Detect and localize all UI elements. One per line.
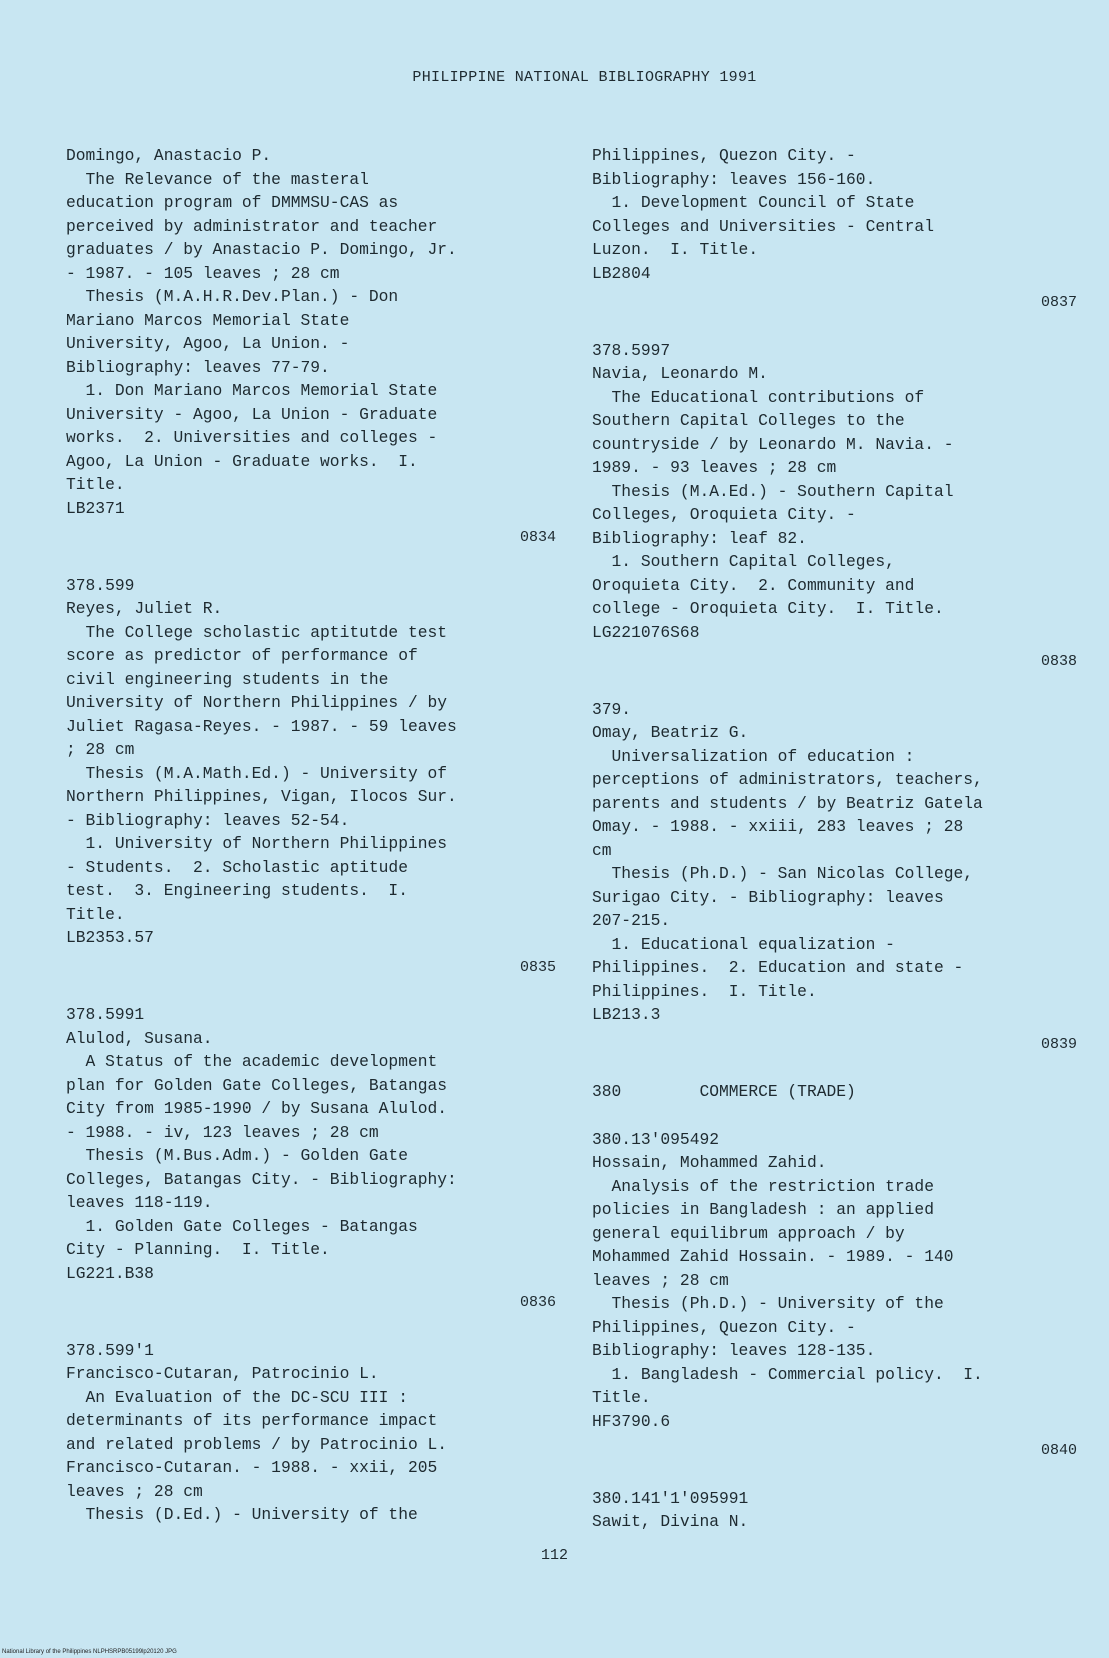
entry-line: Francisco-Cutaran. - 1988. - xxii, 205 [66,1458,438,1477]
entry-line: 1. Don Mariano Marcos Memorial State [66,381,438,400]
entry-line: University of Northern Philippines / by [66,693,448,712]
page-number: 112 [540,1547,568,1564]
entry-line: 380.141'1'095991 [592,1488,749,1508]
entry-line: leaves ; 28 cm [66,1481,203,1501]
bib-entry-0835 [66,574,556,950]
bib-entry-continued [66,1339,556,1527]
entry-line: 378.5997 [592,340,671,360]
entry-line: Thesis (Ph.D.) - University of the [592,1294,944,1313]
page-header: PHILIPPINE NATIONAL BIBLIOGRAPHY 1991 [412,69,757,86]
entry-line: perceived by administrator and teacher [66,216,438,236]
entry-line: Domingo, Anastacio P. [66,146,272,165]
entry-line: The Educational contributions of [592,387,925,407]
entry-line: leaves ; 28 cm [592,1270,729,1290]
left-column [66,144,556,1527]
entry-line: 378.599 [66,575,135,595]
entry-line: Thesis (M.Bus.Adm.) - Golden Gate [66,1146,408,1165]
entry-line: LG221.B38 [66,1263,154,1283]
entry-line: 380.13'095492 [592,1129,720,1149]
bib-entry-0840 [592,1128,1077,1434]
entry-line: University, Agoo, La Union. - [66,334,350,353]
entry-number: 0840 [1040,1442,1077,1459]
bib-entry-0839 [592,698,1077,1027]
entry-line: - 1987. - 105 leaves ; 28 cm [66,263,340,283]
entry-line: 1. Southern Capital Colleges, [592,552,895,571]
entry-line: 378.5991 [66,1005,145,1024]
entry-line: LB2804 [592,263,651,283]
entry-line: 1. Bangladesh - Commercial policy. I. [592,1364,983,1384]
entry-number: 0837 [1040,294,1077,311]
entry-line: Thesis (M.A.H.R.Dev.Plan.) - Don [66,287,399,306]
entry-line: The Relevance of the masteral [66,169,369,189]
entry-line: - Bibliography: leaves 52-54. [66,810,350,830]
entry-line: 1989. - 93 leaves ; 28 cm [592,458,837,477]
bib-entry-0838 [592,339,1077,645]
entry-line: perceptions of administrators, teachers, [592,770,983,789]
entry-number: 0839 [1040,1035,1077,1053]
entry-line: policies in Bangladesh : an applied [592,1200,934,1219]
entry-line: Omay, Beatriz G. [592,723,749,742]
entry-line: Alulod, Susana. [66,1028,213,1048]
entry-line: Sawit, Divina N. [592,1512,749,1531]
entry-line: Mariano Marcos Memorial State [66,310,350,330]
entry-line: Bibliography: leaves 77-79. [66,357,330,377]
entry-line: University - Agoo, La Union - Graduate [66,404,438,424]
entry-line: - 1988. - iv, 123 leaves ; 28 cm [66,1122,379,1142]
entry-line: Bibliography: leaf 82. [592,528,807,548]
entry-line: LB213.3 [592,1005,661,1024]
bib-entry-continues [592,1487,1077,1534]
entry-line: Universalization of education : [592,746,915,766]
entry-line: Title. [66,475,125,494]
entry-line: 1. Development Council of State [592,193,915,212]
entry-line: LB2353.57 [66,928,154,947]
entry-line: countryside / by Leonardo M. Navia. - [592,434,954,454]
entry-line: education program of DMMMSU-CAS as [66,193,399,212]
scan-footer-note: National Library of the Philippines NLPHSRPB05199lp20120 JPG [2,1649,177,1655]
entry-line: Philippines. 2. Education and state - [592,958,964,977]
entry-line: Agoo, La Union - Graduate works. I. [66,451,418,471]
entry-line: leaves 118-119. [66,1193,213,1212]
entry-line: Title. [592,1388,651,1407]
entry-line: Navia, Leonardo M. [592,364,768,383]
entry-line: graduates / by Anastacio P. Domingo, Jr. [66,240,457,259]
entry-line: score as predictor of performance of [66,646,418,665]
entry-line: LG221076S68 [592,622,700,642]
entry-line: City from 1985-1990 / by Susana Alulod. [66,1099,448,1118]
entry-line: 1. Educational equalization - [592,934,895,954]
entry-line: Luzon. I. Title. [592,240,759,259]
entry-line: An Evaluation of the DC-SCU III : [66,1387,408,1407]
entry-line: Surigao City. - Bibliography: leaves [592,887,944,907]
entry-line: Southern Capital Colleges to the [592,411,905,430]
entry-number: 0838 [1040,653,1077,670]
entry-line: A Status of the academic development [66,1052,438,1071]
entry-line: works. 2. Universities and colleges - [66,428,438,447]
entry-line: Bibliography: leaves 128-135. [592,1341,876,1360]
entry-line: Thesis (M.A.Math.Ed.) - University of [66,763,448,783]
entry-line: HF3790.6 [592,1411,671,1431]
entry-line: ; 28 cm [66,740,135,759]
entry-line: 1. Golden Gate Colleges - Batangas [66,1216,418,1236]
bib-entry-0834 [66,144,556,520]
entry-number: 0836 [519,1294,556,1311]
entry-line: test. 3. Engineering students. I. [66,881,408,900]
entry-line: determinants of its performance impact [66,1411,438,1430]
entry-line: Thesis (M.A.Ed.) - Southern Capital [592,481,954,501]
entry-line: Hossain, Mohammed Zahid. [592,1153,827,1172]
entry-line: 378.599'1 [66,1340,154,1360]
entry-line: civil engineering students in the [66,669,389,689]
entry-line: parents and students / by Beatriz Gatela [592,793,983,813]
entry-line: - Students. 2. Scholastic aptitude [66,857,408,877]
entry-line: Thesis (Ph.D.) - San Nicolas College, [592,864,974,883]
entry-line: plan for Golden Gate Colleges, Batangas [66,1075,448,1095]
entry-line: Juliet Ragasa-Reyes. - 1987. - 59 leaves [66,716,457,736]
entry-number: 0835 [519,958,556,976]
entry-line: 207-215. [592,911,671,930]
entry-line: and related problems / by Patrocinio L. [66,1434,448,1454]
entry-line: cm [592,840,612,860]
section-heading-commerce: 380 COMMERCE (TRADE) [592,1082,856,1101]
entry-line: college - Oroquieta City. I. Title. [592,599,944,618]
entry-line: City - Planning. I. Title. [66,1240,330,1259]
entry-number: 0834 [519,529,556,546]
entry-line: 1. University of Northern Philippines [66,834,448,853]
entry-line: Bibliography: leaves 156-160. [592,169,876,189]
entry-line: Title. [66,904,125,924]
entry-line: Colleges, Oroquieta City. - [592,505,856,524]
entry-line: Omay. - 1988. - xxiii, 283 leaves ; 28 [592,817,964,836]
entry-line: Northern Philippines, Vigan, Ilocos Sur. [66,787,457,806]
right-column [592,144,1077,1534]
entry-line: Philippines, Quezon City. - [592,146,856,165]
entry-line: Colleges and Universities - Central [592,216,934,236]
entry-line: Thesis (D.Ed.) - University of the [66,1505,418,1524]
bib-entry-0837 [592,144,1077,285]
entry-line: Francisco-Cutaran, Patrocinio L. [66,1364,379,1383]
entry-line: Oroquieta City. 2. Community and [592,575,915,595]
entry-line: Reyes, Juliet R. [66,599,223,618]
entry-line: general equilibrum approach / by [592,1223,905,1243]
entry-line: Analysis of the restriction trade [592,1176,934,1196]
entry-line: Philippines, Quezon City. - [592,1317,856,1337]
entry-line: Philippines. I. Title. [592,981,817,1001]
bib-entry-0836 [66,1003,556,1285]
entry-line: 379. [592,699,632,719]
entry-line: Mohammed Zahid Hossain. - 1989. - 140 [592,1247,954,1266]
entry-line: The College scholastic aptitutde test [66,622,448,642]
entry-line: LB2371 [66,498,125,518]
entry-line: Colleges, Batangas City. - Bibliography: [66,1169,457,1189]
